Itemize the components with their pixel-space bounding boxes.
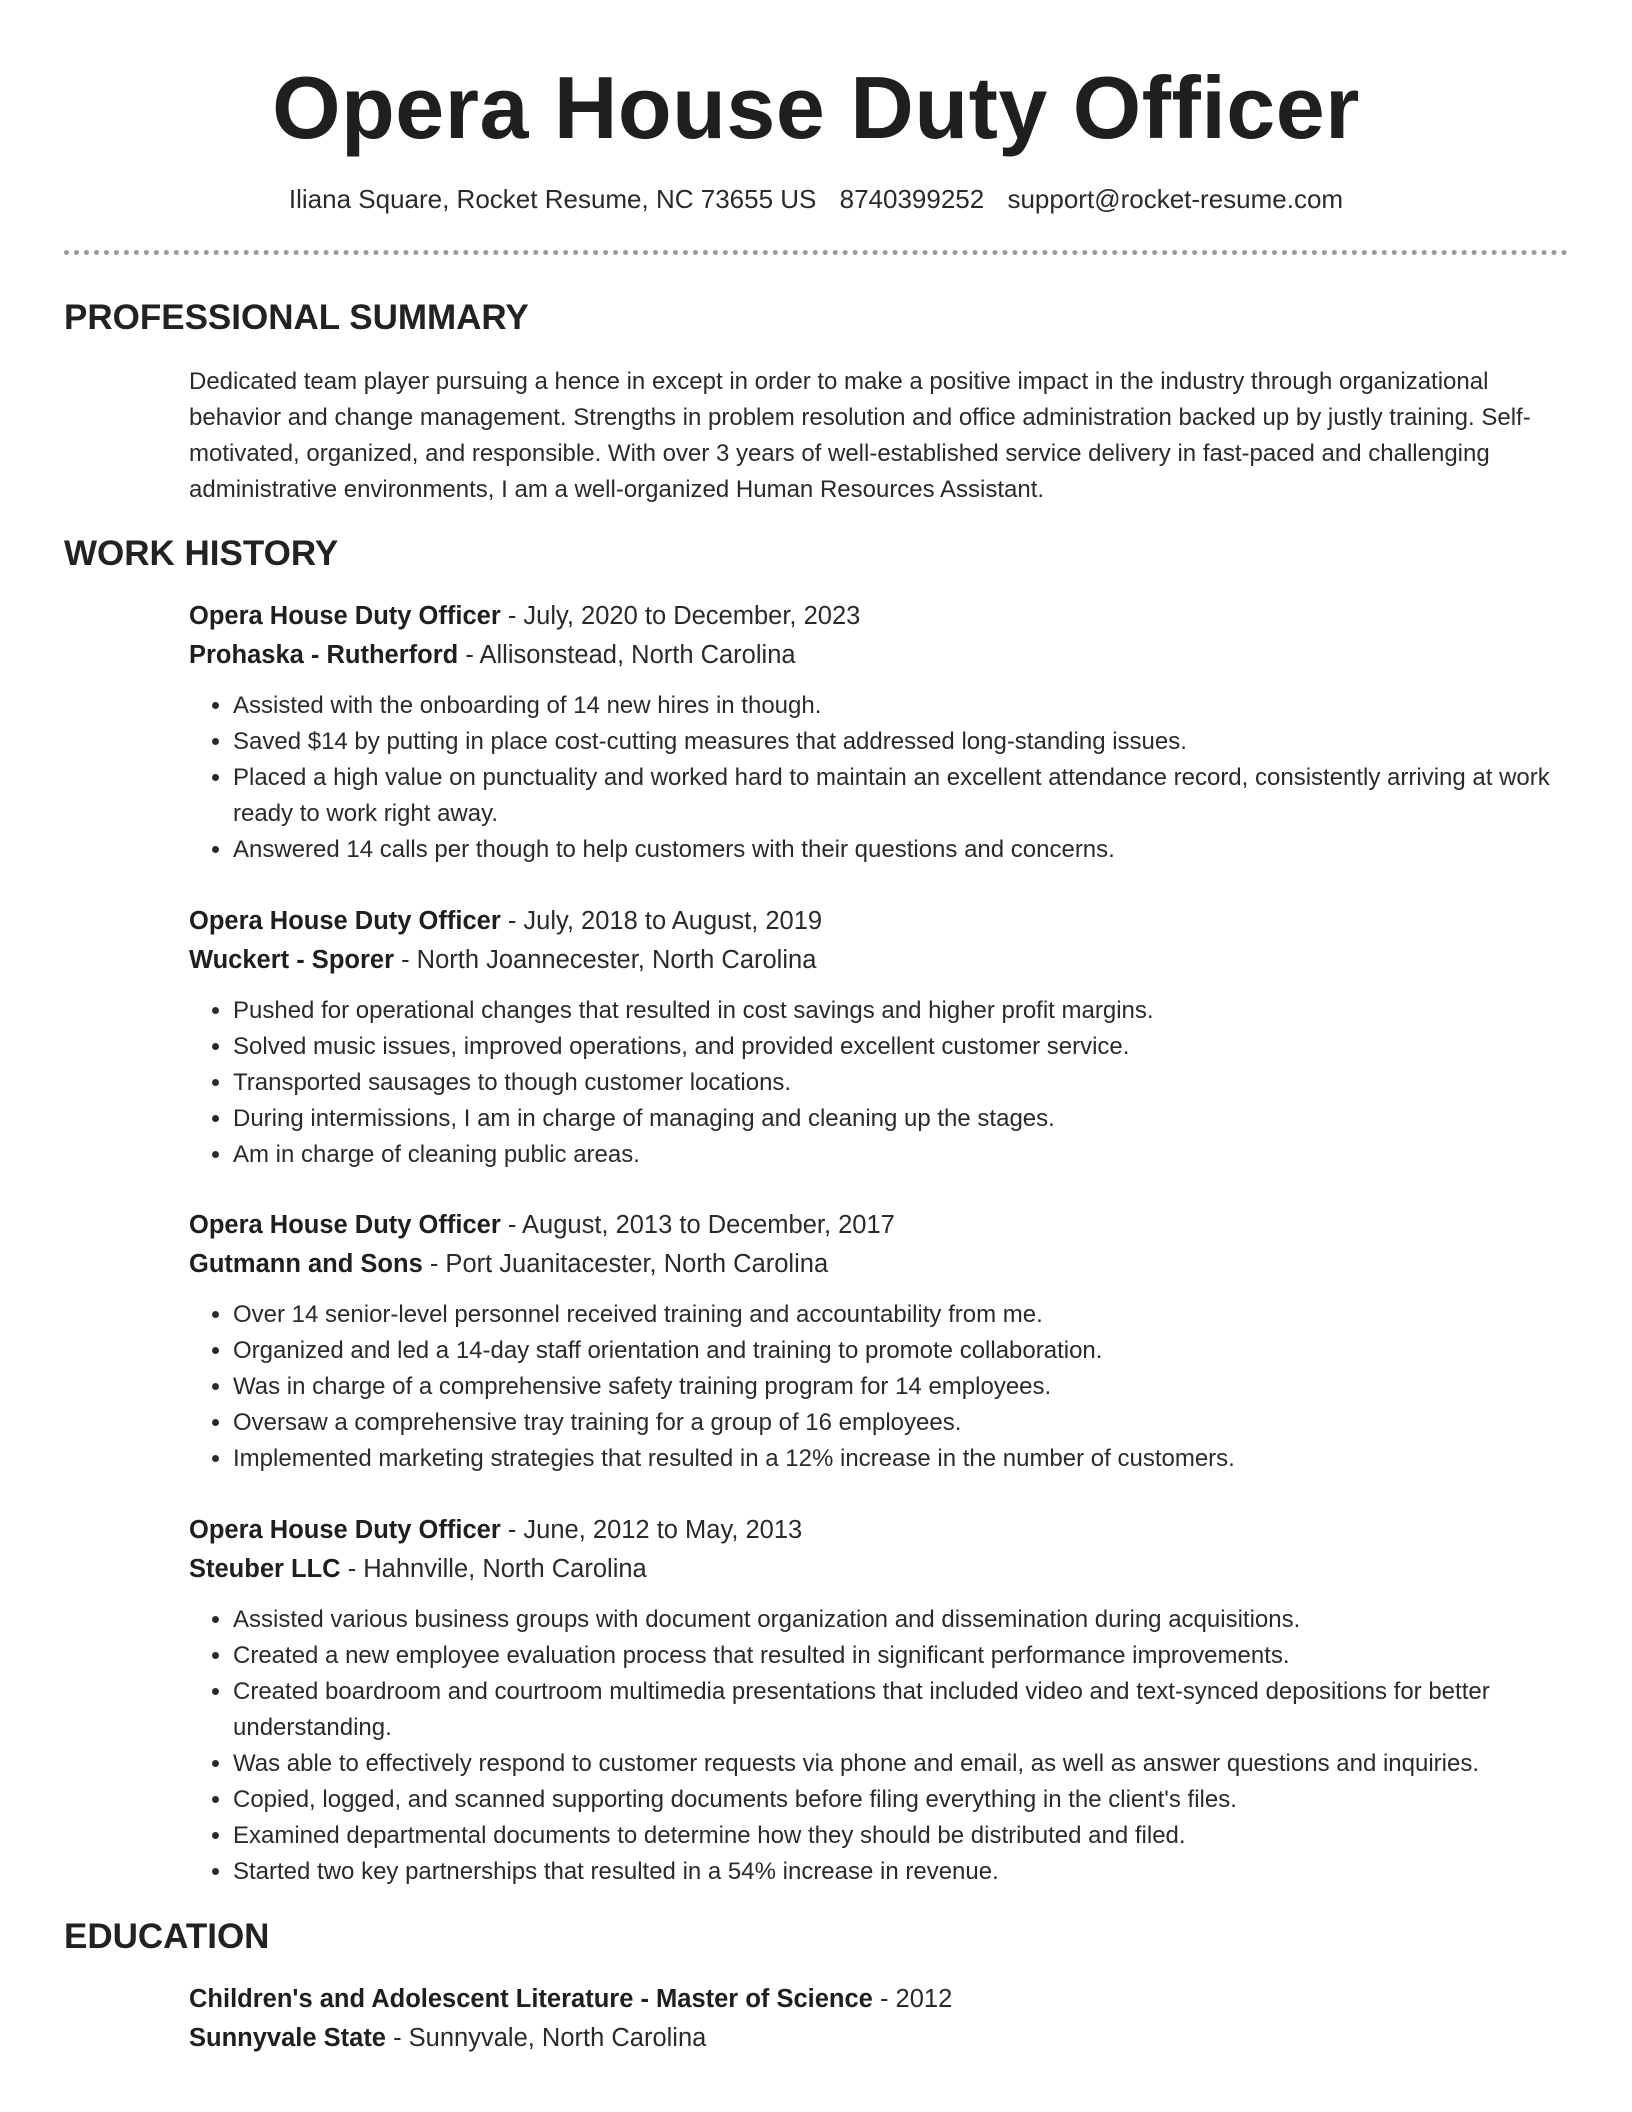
list-item: • Organized and led a 14-day staff orientation and training to promote collaboration. — [233, 1333, 1569, 1369]
header-divider — [64, 250, 1568, 255]
job-dates: - June, 2012 to May, 2013 — [507, 1516, 803, 1544]
job-company-line — [189, 636, 1569, 675]
list-item: • Answered 14 calls per though to help customers with their questions and concerns. — [233, 832, 1569, 868]
list-item: • Pushed for operational changes that resulted in cost savings and higher profit margins. — [233, 993, 1569, 1029]
contact-line — [0, 182, 1632, 216]
list-item: • Oversaw a comprehensive tray training for a group of 16 employees. — [233, 1405, 1569, 1441]
job-entry-4 — [189, 1511, 1569, 1890]
list-item: • During intermissions, I am in charge of managing and cleaning up the stages. — [233, 1101, 1569, 1137]
job-company: Wuckert - Sporer — [189, 946, 394, 974]
summary-text: Dedicated team player pursuing a hence in except in order to make a positive impact in the industry through organizational behavior and change management. Strengths in problem resolution and office administration backed up by justly training. Self-motivated, organized, and responsible. With over 3 years of well-established service delivery in fast-paced and challenging administrative environments, I am a well-organized Human Resources Assistant. — [189, 368, 1531, 503]
job-company-line — [189, 941, 1569, 980]
resume-name: Opera House Duty Officer — [272, 58, 1360, 157]
job-bullets — [189, 1297, 1569, 1477]
job-location: - Hahnville, North Carolina — [347, 1555, 647, 1583]
job-position: Opera House Duty Officer — [189, 1516, 501, 1544]
job-entry-1 — [189, 597, 1569, 868]
list-item: • Solved music issues, improved operations, and provided excellent customer service. — [233, 1029, 1569, 1065]
job-bullets — [189, 993, 1569, 1173]
job-location: - North Joannecester, North Carolina — [401, 946, 817, 974]
list-item: • Was able to effectively respond to customer requests via phone and email, as well as answer questions and inquiries. — [233, 1746, 1569, 1782]
job-title-line — [189, 1206, 1569, 1245]
job-company-line — [189, 1245, 1569, 1284]
list-item: • Created boardroom and courtroom multimedia presentations that included video and text-synced depositions for better understanding. — [233, 1674, 1569, 1746]
list-item: • Transported sausages to though customer locations. — [233, 1065, 1569, 1101]
job-dates: - August, 2013 to December, 2017 — [507, 1211, 895, 1239]
list-item: • Implemented marketing strategies that resulted in a 12% increase in the number of customers. — [233, 1441, 1569, 1477]
list-item: • Am in charge of cleaning public areas. — [233, 1137, 1569, 1173]
job-position: Opera House Duty Officer — [189, 602, 501, 630]
job-title-line — [189, 902, 1569, 941]
education-degree-line — [189, 1980, 1569, 2019]
education-year: - 2012 — [879, 1985, 953, 2013]
job-bullets — [189, 1602, 1569, 1890]
list-item: • Saved $14 by putting in place cost-cutting measures that addressed long-standing issues. — [233, 724, 1569, 760]
list-item: • Was in charge of a comprehensive safety training program for 14 employees. — [233, 1369, 1569, 1405]
contact-phone: 8740399252 — [839, 184, 985, 214]
contact-address: Iliana Square, Rocket Resume, NC 73655 US — [288, 184, 817, 214]
job-position: Opera House Duty Officer — [189, 1211, 501, 1239]
education-location: - Sunnyvale, North Carolina — [393, 2024, 707, 2052]
job-company: Prohaska - Rutherford — [189, 641, 459, 669]
education-school: Sunnyvale State — [189, 2024, 386, 2052]
job-location: - Allisonstead, North Carolina — [465, 641, 796, 669]
job-title-line — [189, 1511, 1569, 1550]
job-company-line — [189, 1550, 1569, 1589]
section-title-work-history: WORK HISTORY — [64, 534, 339, 573]
job-company: Gutmann and Sons — [189, 1250, 423, 1278]
education-school-line — [189, 2019, 1569, 2058]
list-item: • Placed a high value on punctuality and worked hard to maintain an excellent attendance record, consistently arriving at work ready to work right away. — [233, 760, 1569, 832]
job-dates: - July, 2020 to December, 2023 — [507, 602, 861, 630]
list-item: • Created a new employee evaluation process that resulted in significant performance improvements. — [233, 1638, 1569, 1674]
job-entry-2 — [189, 902, 1569, 1173]
list-item: • Assisted various business groups with document organization and dissemination during acquisitions. — [233, 1602, 1569, 1638]
list-item: • Started two key partnerships that resulted in a 54% increase in revenue. — [233, 1854, 1569, 1890]
education-entry — [189, 1980, 1569, 2058]
job-dates: - July, 2018 to August, 2019 — [507, 907, 823, 935]
list-item: • Copied, logged, and scanned supporting documents before filing everything in the client's files. — [233, 1782, 1569, 1818]
education-degree: Children's and Adolescent Literature - Master of Science — [189, 1985, 873, 2013]
list-item: • Assisted with the onboarding of 14 new hires in though. — [233, 688, 1569, 724]
job-position: Opera House Duty Officer — [189, 907, 501, 935]
job-bullets — [189, 688, 1569, 868]
section-title-education: EDUCATION — [64, 1917, 270, 1956]
job-location: - Port Juanitacester, North Carolina — [429, 1250, 829, 1278]
job-company: Steuber LLC — [189, 1555, 341, 1583]
job-entry-3 — [189, 1206, 1569, 1477]
section-title-summary: PROFESSIONAL SUMMARY — [64, 298, 529, 337]
list-item: • Examined departmental documents to determine how they should be distributed and filed. — [233, 1818, 1569, 1854]
contact-email: support@rocket-resume.com — [1007, 184, 1344, 214]
list-item: • Over 14 senior-level personnel received training and accountability from me. — [233, 1297, 1569, 1333]
job-title-line — [189, 597, 1569, 636]
